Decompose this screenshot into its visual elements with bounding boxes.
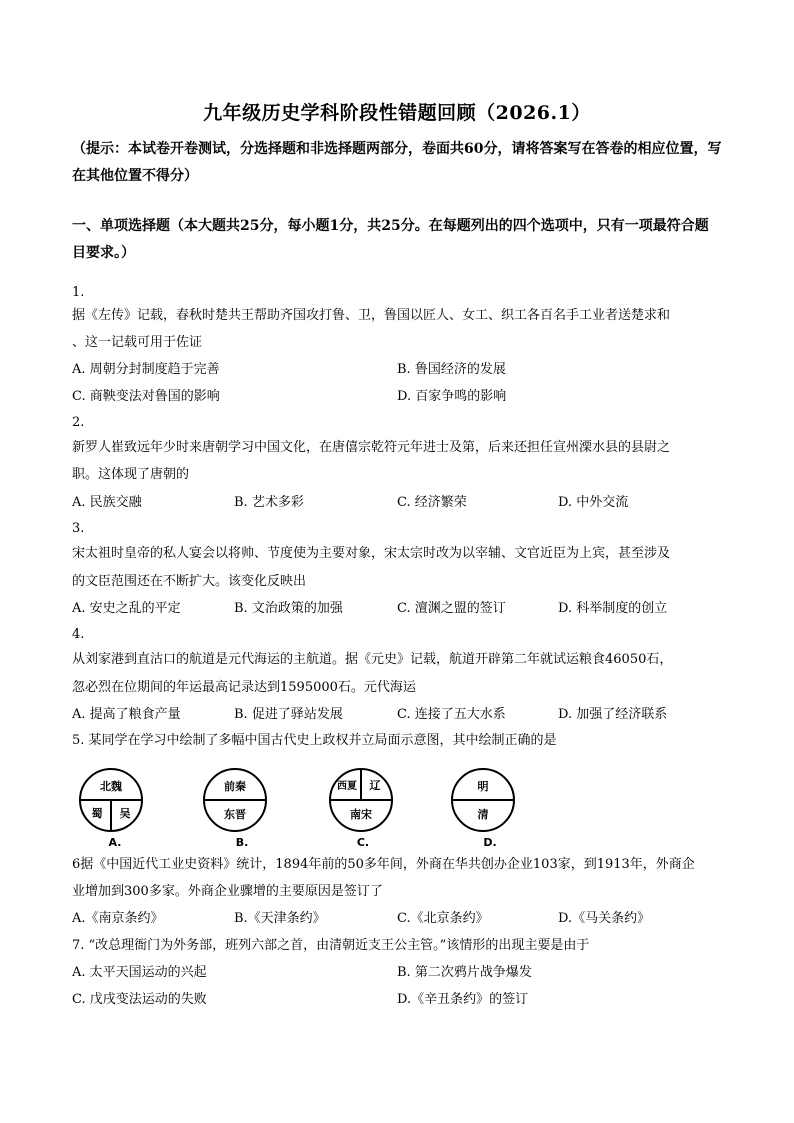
q5-d-option-label: D. (483, 836, 497, 849)
section-heading: 一、单项选择题（本大题共25分，每小题1分，共25分。在每题列出的四个选项中，只有一项最符合题目要求。） (72, 218, 709, 261)
q3-stem-line1: 宋太祖时皇帝的私人宴会以将帅、节度使为主要对象，宋太宗时改为以宰辅、文官近臣为上宾，甚至涉及 (72, 546, 671, 561)
q6-option-b: B.《天津条约》 (234, 911, 326, 926)
q4-option-b: B. 促进了驿站发展 (234, 707, 343, 722)
q7-option-b: B. 第二次鸦片战争爆发 (397, 965, 532, 980)
q1-option-c: C. 商鞅变法对鲁国的影响 (72, 389, 220, 404)
q7-option-d: D.《辛丑条约》的签订 (397, 992, 529, 1007)
q5-diagram-b (198, 765, 278, 849)
q1-option-b: B. 鲁国经济的发展 (397, 362, 506, 377)
q7-option-a: A. 太平天国运动的兴起 (72, 965, 207, 980)
q1-number: 1. (72, 285, 85, 300)
q5-a-bottom-right-label: 吴 (119, 807, 131, 820)
q1-stem-line1: 据《左传》记载，春秋时楚共王帮助齐国攻打鲁、卫，鲁国以匠人、女工、织工各百名手工业者送楚求和 (72, 308, 671, 323)
q5-c-bottom-label: 南宋 (350, 808, 372, 821)
exam-notice: （提示：本试卷开卷测试，分选择题和非选择题两部分，卷面共60分，请将答案写在答卷的相应位置，写在其他位置不得分） (72, 141, 722, 184)
q4-stem-line2: 忽必烈在位期间的年运最高记录达到1595000石。元代海运 (72, 680, 416, 695)
q3-option-a: A. 安史之乱的平定 (72, 601, 181, 616)
q6-option-a: A.《南京条约》 (72, 911, 164, 926)
q5-stem: 5. 某同学在学习中绘制了多幅中国古代史上政权并立局面示意图，其中绘制正确的是 (72, 733, 557, 748)
q2-number: 2. (72, 415, 85, 430)
q5-d-top-label: 明 (477, 780, 489, 793)
q5-b-option-label: B. (235, 836, 249, 849)
q5-diagram-c (324, 765, 404, 849)
q3-option-d: D. 科举制度的创立 (558, 601, 668, 616)
q2-stem-line1: 新罗人崔致远年少时来唐朝学习中国文化，在唐僖宗乾符元年进士及第，后来还担任宣州溧水县的县尉之 (72, 440, 671, 455)
q7-stem: 7. “改总理衙门为外务部，班列六部之首，由清朝近支王公主管。”该情形的出现主要是由于 (72, 938, 590, 953)
q5-a-top-label: 北魏 (100, 780, 122, 793)
q5-d-bottom-label: 清 (477, 808, 489, 821)
q3-number: 3. (72, 521, 85, 536)
q6-option-c: C.《北京条约》 (397, 911, 489, 926)
q2-option-c: C. 经济繁荣 (397, 495, 467, 510)
q4-number: 4. (72, 627, 85, 642)
q2-option-d: D. 中外交流 (558, 495, 629, 510)
q5-c-top-right-label: 辽 (369, 779, 381, 792)
q1-stem-line2: 、这一记载可用于佐证 (72, 335, 203, 350)
q4-option-a: A. 提高了粮食产量 (72, 707, 181, 722)
q5-b-bottom-label: 东晋 (224, 808, 246, 821)
q3-option-c: C. 澶渊之盟的签订 (397, 601, 506, 616)
q6-stem-line1: 6据《中国近代工业史资料》统计，1894年前的50多年间，外商在华共创办企业103家，到1913年，外商企 (72, 857, 695, 872)
q2-option-a: A. 民族交融 (72, 495, 142, 510)
q3-stem-line2: 的文臣范围还在不断扩大。该变化反映出 (72, 574, 307, 589)
q2-option-b: B. 艺术多彩 (234, 495, 304, 510)
q7-option-c: C. 戊戌变法运动的失败 (72, 992, 207, 1007)
q1-option-d: D. 百家争鸣的影响 (397, 389, 507, 404)
q1-option-a: A. 周朝分封制度趋于完善 (72, 362, 220, 377)
q5-c-top-left-label: 西夏 (337, 781, 357, 792)
q5-c-option-label: C. (356, 836, 370, 849)
page-title: 九年级历史学科阶段性错题回顾（2026.1） (203, 102, 591, 124)
q5-diagram-a (72, 765, 152, 849)
q4-option-d: D. 加强了经济联系 (558, 707, 668, 722)
q5-a-bottom-left-label: 蜀 (91, 807, 103, 820)
q6-option-d: D.《马关条约》 (558, 911, 651, 926)
q4-stem-line1: 从刘家港到直沽口的航道是元代海运的主航道。据《元史》记载，航道开辟第二年就试运粮食46050石， (72, 652, 673, 667)
q3-option-b: B. 文治政策的加强 (234, 601, 343, 616)
q5-b-top-label: 前秦 (224, 780, 246, 793)
q6-stem-line2: 业增加到300多家。外商企业骤增的主要原因是签订了 (72, 884, 383, 899)
q5-a-option-label: A. (108, 836, 122, 849)
q4-option-c: C. 连接了五大水系 (397, 707, 506, 722)
q5-diagram-d (447, 765, 527, 849)
q2-stem-line2: 职。这体现了唐朝的 (72, 467, 190, 482)
